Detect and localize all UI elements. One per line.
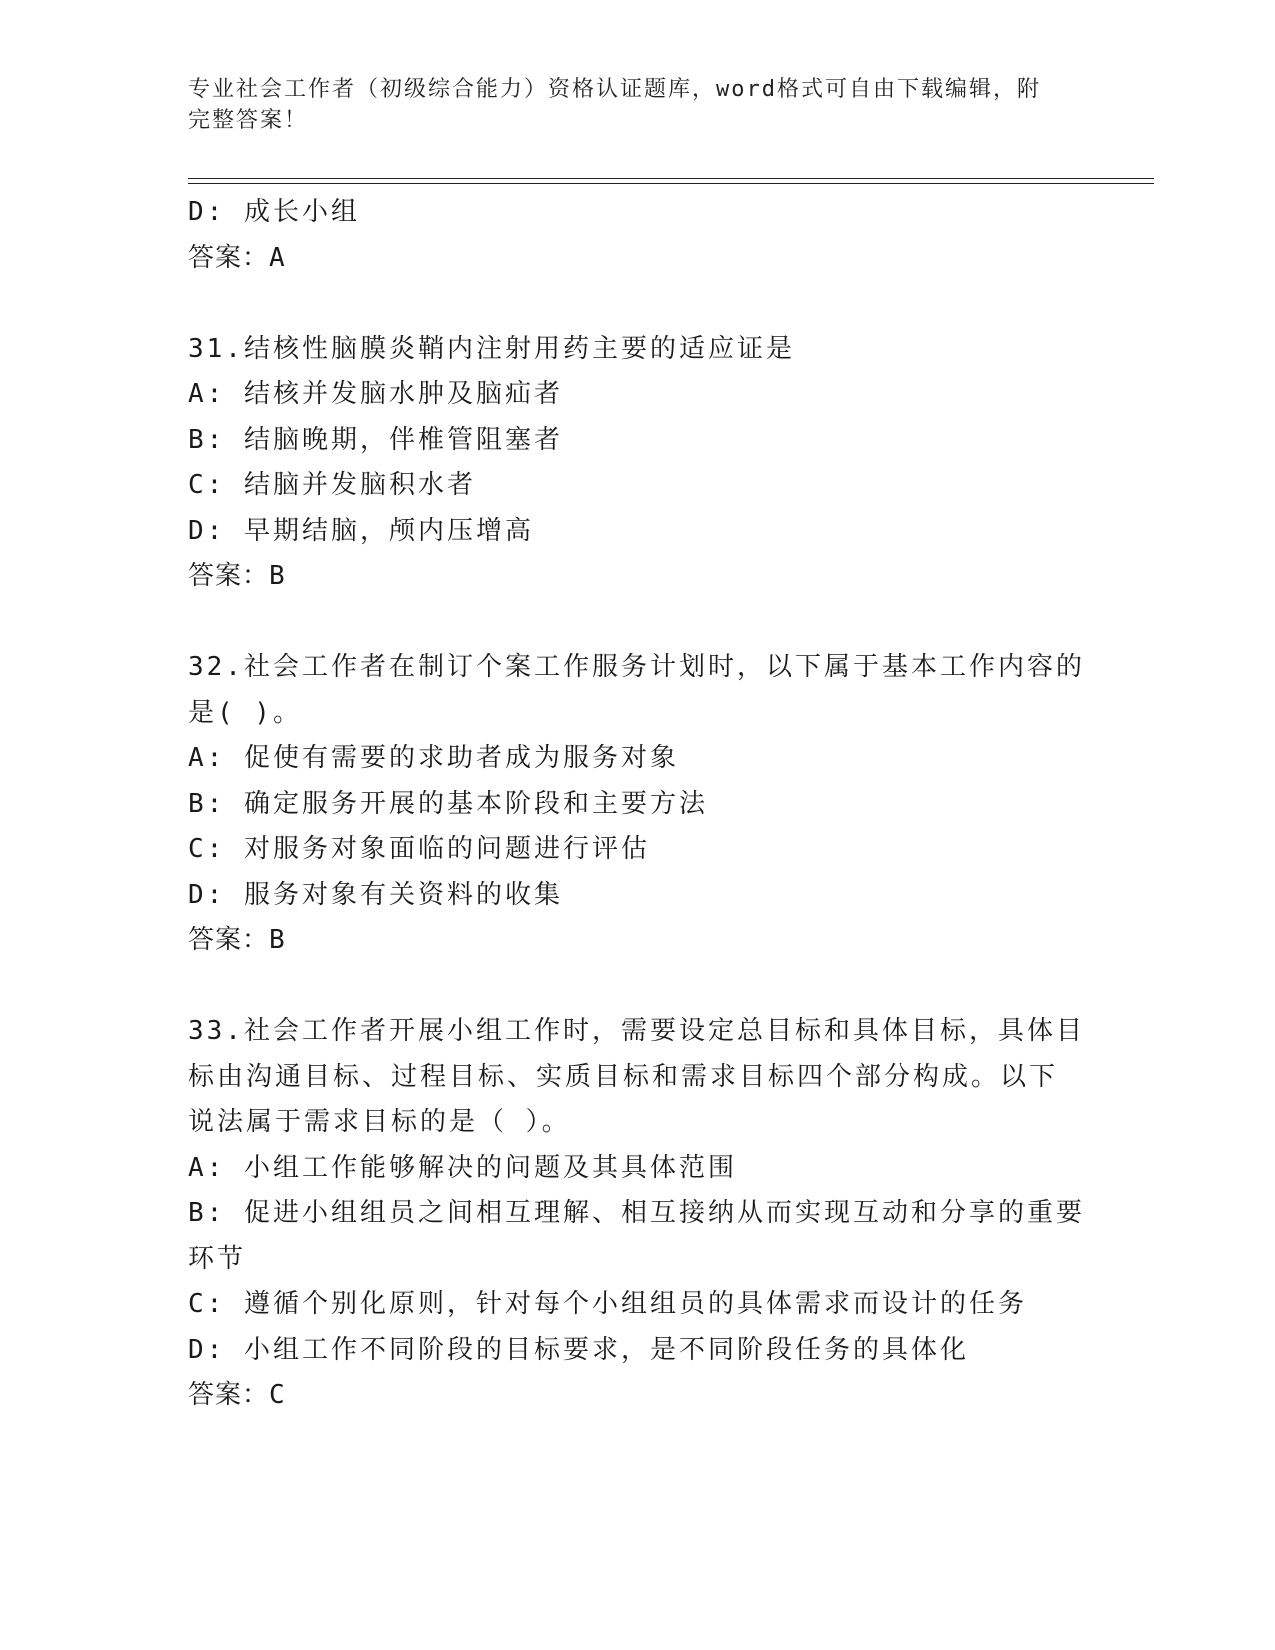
answer-label: 答案： <box>188 561 270 591</box>
q31-answer <box>188 554 1088 600</box>
q32-option-a: A: 促使有需要的求助者成为服务对象 <box>188 743 679 773</box>
q33-option-a: A: 小组工作能够解决的问题及其具体范围 <box>188 1152 737 1183</box>
q32-stem-line-1: 32.社会工作者在制订个案工作服务计划时，以下属于基本工作内容的 <box>188 652 1085 682</box>
q31-option-c: C: 结脑并发脑积水者 <box>188 470 476 500</box>
answer-label: 答案： <box>188 1380 270 1410</box>
q33-option-b-line-2: 环节 <box>188 1243 247 1274</box>
header-rule-bottom <box>188 183 1154 184</box>
q33-stem-line-2: 标由沟通目标、过程目标、实质目标和需求目标四个部分构成。以下 <box>188 1061 1059 1092</box>
q31-stem: 31.结核性脑膜炎鞘内注射用药主要的适应证是 <box>188 333 795 364</box>
question-list <box>188 190 1088 1419</box>
prev-option-d: D: 成长小组 <box>188 197 360 227</box>
answer-value: C <box>269 1380 288 1410</box>
header-line-2: 完整答案！ <box>188 108 309 133</box>
q33-option-b-line-1: B: 促进小组组员之间相互理解、相互接纳从而实现互动和分享的重要 <box>188 1198 1085 1228</box>
q33-stem-line-3: 说法属于需求目标的是（ ）。 <box>188 1107 571 1137</box>
spacer <box>188 600 1088 646</box>
q32-option-d: D: 服务对象有关资料的收集 <box>188 879 563 910</box>
q32-answer <box>188 918 1088 964</box>
answer-value: B <box>269 561 288 591</box>
q33-answer <box>188 1373 1088 1419</box>
header-rule-top <box>188 178 1154 179</box>
answer-label: 答案： <box>188 242 270 273</box>
q31-option-a: A: 结核并发脑水肿及脑疝者 <box>188 379 563 409</box>
q32-option-b: B: 确定服务开展的基本阶段和主要方法 <box>188 788 708 819</box>
answer-label: 答案： <box>188 925 270 955</box>
q33-option-c: C: 遵循个别化原则，针对每个小组组员的具体需求而设计的任务 <box>188 1289 1027 1319</box>
spacer <box>188 964 1088 1010</box>
header-line-1: 专业社会工作者（初级综合能力）资格认证题库，word格式可自由下载编辑，附 <box>188 77 1041 102</box>
spacer <box>188 281 1088 327</box>
q33-option-d: D: 小组工作不同阶段的目标要求，是不同阶段任务的具体化 <box>188 1334 969 1365</box>
q31-option-b: B: 结脑晚期，伴椎管阻塞者 <box>188 424 563 455</box>
q31-option-d: D: 早期结脑，颅内压增高 <box>188 515 534 546</box>
answer-value: B <box>269 925 288 955</box>
q33-stem-line-1: 33.社会工作者开展小组工作时，需要设定总目标和具体目标，具体目 <box>188 1016 1085 1046</box>
answer-value: A <box>269 242 288 273</box>
prev-answer <box>188 236 1088 282</box>
q32-option-c: C: 对服务对象面临的问题进行评估 <box>188 834 650 864</box>
page-header <box>188 74 1088 136</box>
q32-stem-line-2: 是( )。 <box>188 697 302 728</box>
